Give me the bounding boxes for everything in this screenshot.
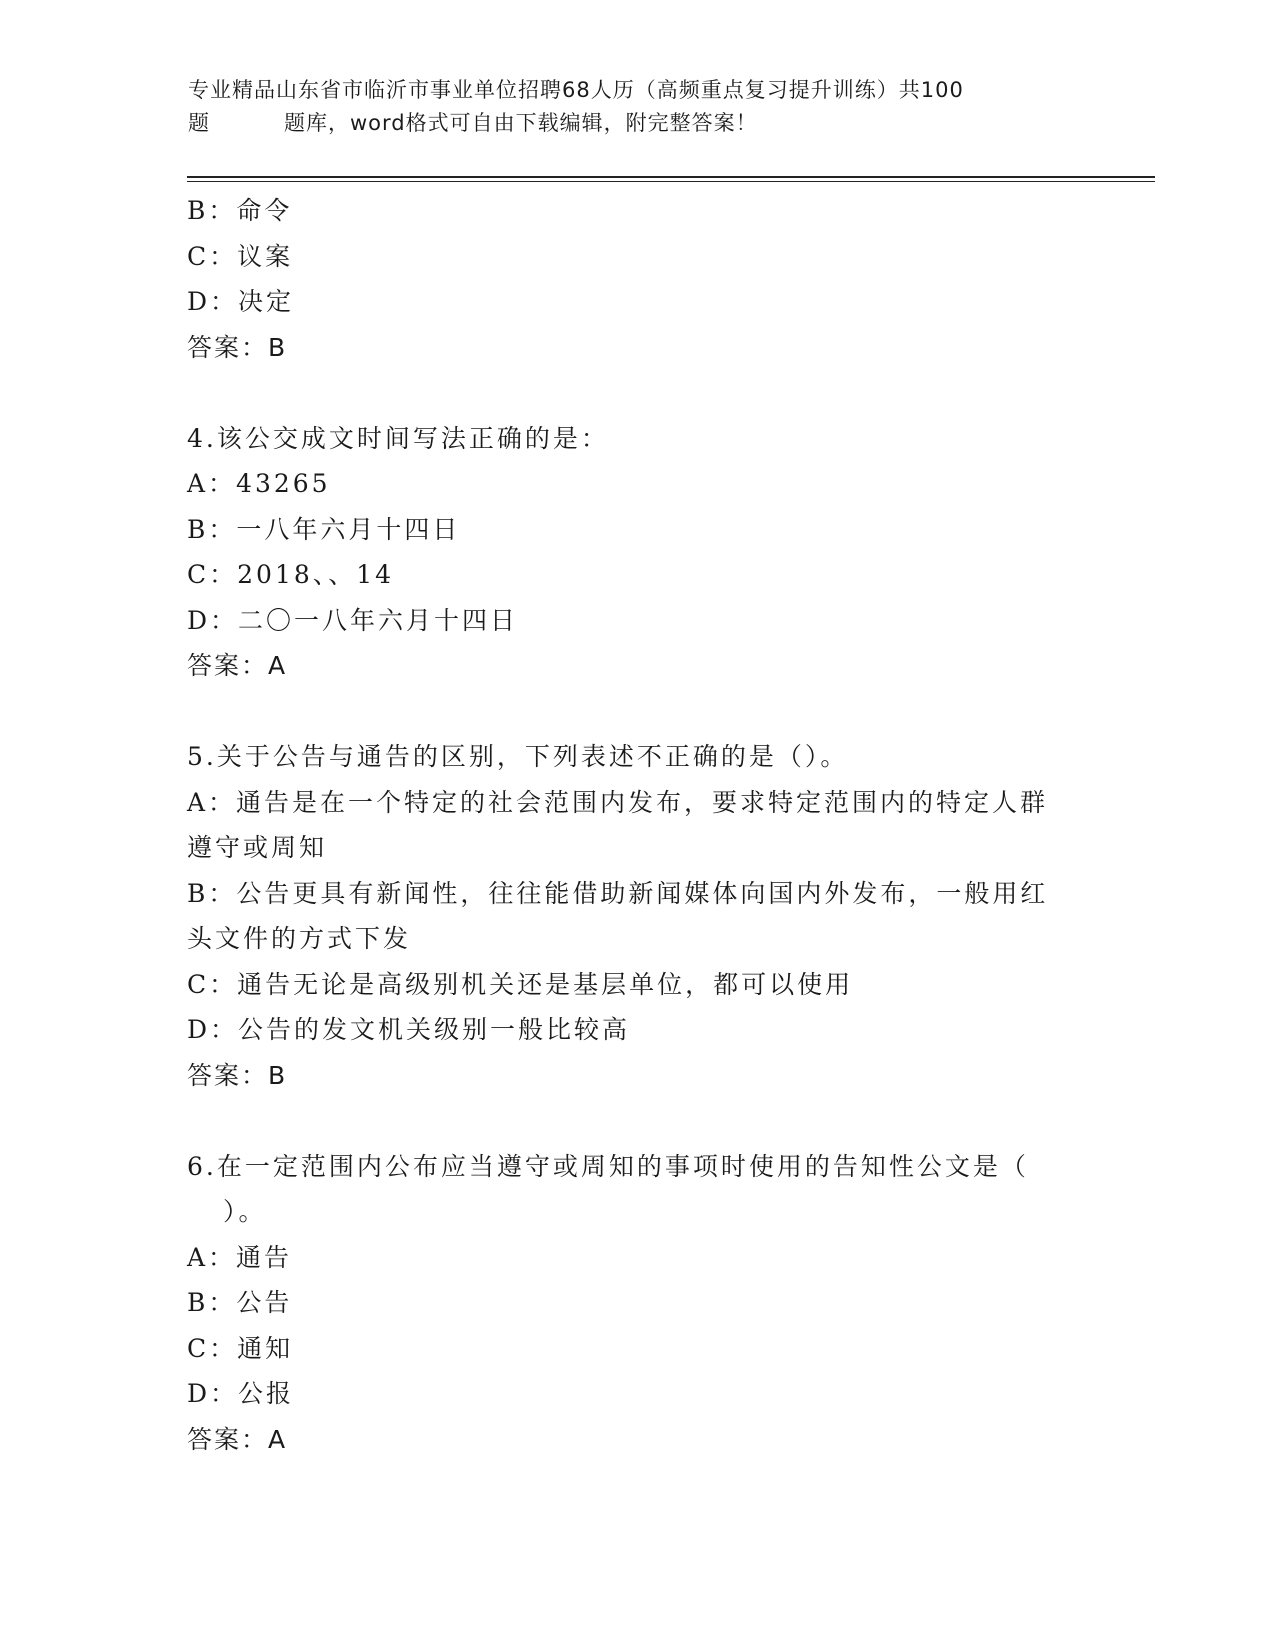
option-a: A：43265 (187, 469, 331, 498)
option-d: D：公报 (187, 1379, 295, 1408)
question-5 (187, 734, 1087, 1098)
option-b: B：一八年六月十四日 (187, 514, 461, 544)
question-stem: 5.关于公告与通告的区别，下列表述不正确的是（）。 (187, 742, 849, 771)
question-content (187, 188, 1087, 1462)
question-3-tail (187, 188, 1087, 370)
question-stem: 4.该公交成文时间写法正确的是： (187, 423, 609, 453)
option-d: D：决定 (187, 287, 295, 316)
option-b-line2: 头文件的方式下发 (187, 924, 412, 953)
option-d: D：二〇一八年六月十四日 (187, 605, 519, 635)
header-rule-thin (187, 181, 1155, 182)
option-a-line2: 遵守或周知 (187, 833, 328, 862)
option-c: C：议案 (187, 241, 294, 271)
option-c: C：通知 (187, 1333, 294, 1363)
header-line2-right: 题库，word格式可自由下载编辑，附完整答案！ (284, 111, 758, 135)
header-title-line2 (188, 107, 1088, 140)
answer-line: 答案：B (187, 332, 288, 362)
page-header (188, 74, 1088, 140)
option-b: B：公告 (187, 1288, 293, 1317)
header-line2-left: 题 (188, 111, 210, 135)
question-stem-line1: 6.在一定范围内公布应当遵守或周知的事项时使用的告知性公文是（ (187, 1151, 1029, 1181)
question-6 (187, 1144, 1087, 1463)
question-4 (187, 416, 1087, 689)
option-c: C：通告无论是高级别机关还是基层单位，都可以使用 (187, 969, 854, 999)
option-d: D：公告的发文机关级别一般比较高 (187, 1015, 631, 1044)
option-b-line1: B：公告更具有新闻性，往往能借助新闻媒体向国内外发布，一般用红 (187, 878, 1049, 908)
question-stem-line2: ）。 (223, 1197, 267, 1226)
option-c: C：2018、、14 (187, 560, 395, 589)
option-b: B：命令 (187, 196, 293, 225)
answer-line: 答案：B (187, 1060, 288, 1090)
option-a: A：通告 (187, 1242, 293, 1272)
header-rule-thick (187, 176, 1155, 178)
option-a-line1: A：通告是在一个特定的社会范围内发布，要求特定范围内的特定人群 (187, 787, 1049, 817)
header-title-line1: 专业精品山东省市临沂市事业单位招聘68人历（高频重点复习提升训练）共100 (188, 78, 964, 102)
answer-line: 答案：A (187, 651, 288, 680)
answer-line: 答案：A (187, 1424, 288, 1454)
